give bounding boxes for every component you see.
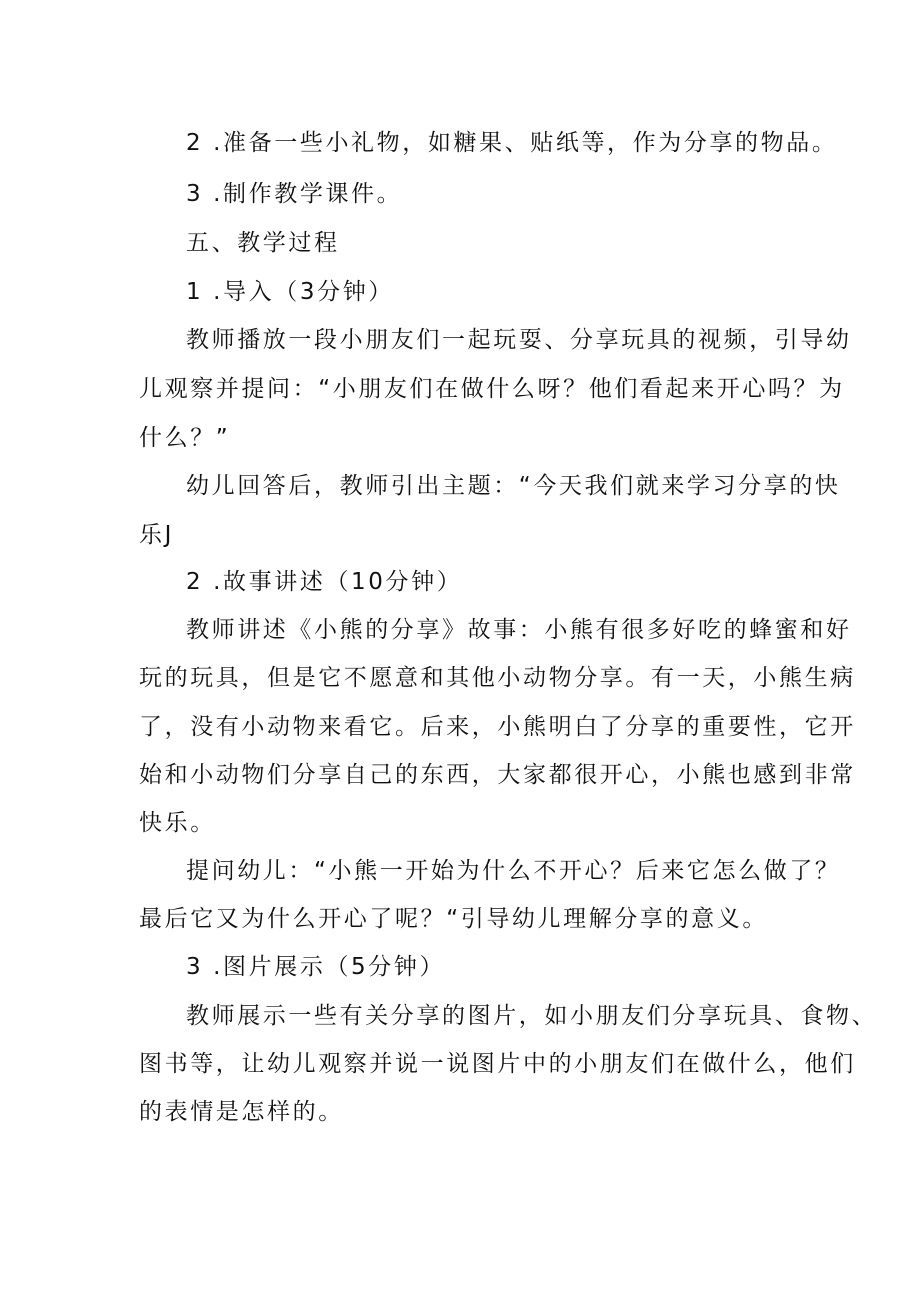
paragraph-line: 了，没有小动物来看它。后来，小熊明白了分享的重要性，它开 [139, 714, 856, 740]
paragraph-line: 幼儿回答后，教师引出主题：“今天我们就来学习分享的快 [186, 473, 841, 499]
paragraph-line: 提问幼儿：“小熊一开始为什么不开心？后来它怎么做了？ [186, 858, 841, 884]
paragraph-line: 玩的玩具，但是它不愿意和其他小动物分享。有一天，小熊生病 [139, 665, 856, 691]
paragraph-line: 什么？” [139, 425, 231, 451]
paragraph-line: 的表情是怎样的。 [139, 1099, 344, 1125]
paragraph-line: 儿观察并提问：“小朋友们在做什么呀？他们看起来开心吗？为 [139, 376, 845, 402]
step-heading-3: 3 .图片展示（5分钟） [186, 954, 446, 980]
paragraph-line: 图书等，让幼儿观察并说一说图片中的小朋友们在做什么，他们 [139, 1051, 856, 1077]
step-heading-2: 2 .故事讲述（10分钟） [186, 569, 463, 595]
paragraph-line: 始和小动物们分享自己的东西，大家都很开心，小熊也感到非常 [139, 762, 856, 788]
paragraph-line: 教师播放一段小朋友们一起玩耍、分享玩具的视频，引导幼 [186, 327, 852, 353]
paragraph-line: 教师讲述《小熊的分享》故事：小熊有很多好吃的蜂蜜和好 [186, 617, 852, 643]
step-heading-1: 1 .导入（3分钟） [186, 279, 394, 305]
paragraph-line: 快乐。 [139, 810, 216, 836]
section-heading-5: 五、教学过程 [186, 230, 340, 256]
paragraph-line: 教师展示一些有关分享的图片，如小朋友们分享玩具、食物、 [186, 1003, 878, 1029]
prep-item-2: 2 .准备一些小礼物，如糖果、贴纸等，作为分享的物品。 [186, 130, 838, 156]
paragraph-line: 乐J [139, 522, 174, 548]
prep-item-3: 3 .制作教学课件。 [186, 181, 403, 207]
paragraph-line: 最后它又为什么开心了呢？“引导幼儿理解分享的意义。 [139, 906, 768, 932]
